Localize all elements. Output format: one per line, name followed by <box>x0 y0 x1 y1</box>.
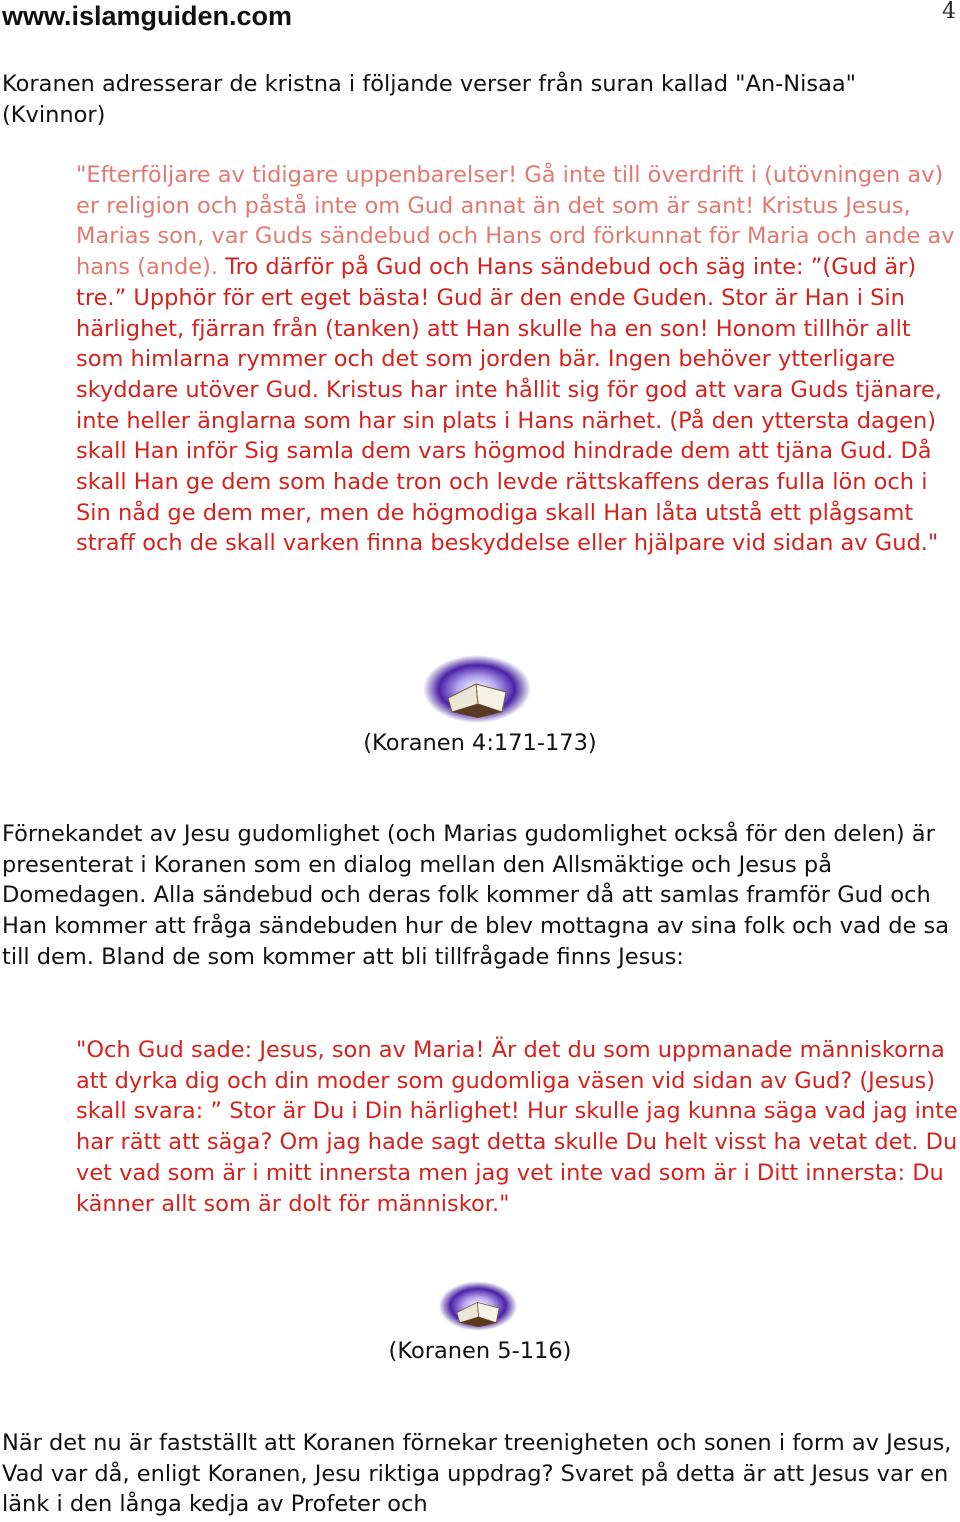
quran-quote-jesus-dialogue: "Och Gud sade: Jesus, son av Maria! Är det du som uppmanade människorna att dyrka dig och din moder som gudomliga väsen vid sidan av Gud? (Jesus) skall svara: ” Stor är Du i Din härlighet! Hur skulle jag kunna säga vad jag inte har rätt att säga? Om jag hade sagt detta skulle Du helt visst ha vetat det. Du vet vad som är i mitt innersta men jag vet inte vad som är i Ditt innersta: Du känner allt som är dolt för människor." <box>76 1037 958 1217</box>
body-paragraph: Förnekandet av Jesu gudomlighet (och Marias gudomlighet också för den delen) är presenterat i Koranen som en dialog mellan den Allsmäktige och Jesus på Domedagen. Alla sändebud och deras folk kommer då att samlas framför Gud och Han kommer att fråga sändebuden hur de blev mottagna av sina folk och vad de sa till dem. Bland de som kommer att bli tillfrågade finns Jesus: <box>2 821 949 970</box>
quote-main-text: Tro därför på Gud och Hans sändebud och säg inte: ”(Gud är) tre.” Upphör för ert eget bästa! Gud är den ende Guden. Stor är Han i Sin härlighet, fjärran från (tanken) att Han skulle ha en son! Honom tillhör allt som himlarna rymmer och det som jorden bär. Ingen behöver ytterligare skyddare utöver Gud. Kristus har inte hållit sig för god att vara Guds tjänare, inte heller änglarna som har sin plats i Hans närhet. (På den yttersta dagen) skall Han inför Sig samla dem vars högmod hindrade dem att tjäna Gud. Då skall Han ge dem som hade tron och levde rättskaffens deras fulla lön och i Sin nåd ge dem mer, men de högmodiga skall Han låta utstå ett plågsamt straff och de skall varken finna beskyddelse eller hjälpare vid sidan av Gud." <box>76 254 942 557</box>
closing-paragraph: När det nu är fastställt att Koranen förnekar treenigheten och sonen i form av Jesus, Vad var då, enligt Koranen, Jesu riktiga uppdrag? Svaret på detta är att Jesus var en länk i den långa kedja av Profeter och <box>2 1430 952 1518</box>
page-number: 4 <box>942 0 956 24</box>
site-url: www.islamguiden.com <box>2 1 293 31</box>
quran-book-icon <box>438 1280 518 1332</box>
quran-book-icon <box>422 654 532 724</box>
quran-quote-an-nisaa <box>76 160 958 559</box>
quote-reference: (Koranen 4:171-173) <box>363 730 597 756</box>
quote-reference-2: (Koranen 5-116) <box>388 1338 572 1364</box>
intro-paragraph: Koranen adresserar de kristna i följande verser från suran kallad "An-Nisaa" (Kvinnor) <box>2 71 857 128</box>
quote-lead-text: "Efterföljare av tidigare uppenbarelser! Gå inte till överdrift i (utövningen av) er religion och påstå inte om Gud annat än det som är sant! Kristus Jesus, Marias son, var Guds sändebud och Hans ord förkunnat för Maria och ande av hans (ande). <box>76 162 955 281</box>
